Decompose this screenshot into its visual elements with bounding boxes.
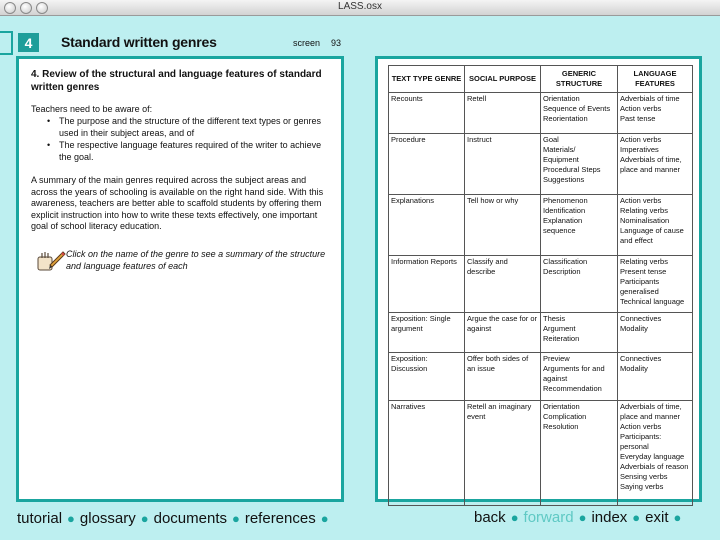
screen-number: 93 <box>331 38 342 48</box>
bottom-nav-left <box>17 510 334 527</box>
nav-tutorial-link[interactable]: tutorial <box>17 510 63 527</box>
features-cell <box>618 134 693 195</box>
table-row <box>389 353 693 401</box>
features-line: Everyday language <box>620 452 685 461</box>
table-row <box>389 93 693 134</box>
features-line: Past tense <box>620 114 656 123</box>
features-line: Action verbs <box>620 104 662 113</box>
genre-cell[interactable]: Information Reports <box>389 256 465 313</box>
table-row <box>389 313 693 353</box>
nav-forward-link[interactable]: forward <box>523 509 574 526</box>
features-line: Relating verbs <box>620 257 668 266</box>
table-row <box>389 256 693 313</box>
genre-cell[interactable]: Procedure <box>389 134 465 195</box>
features-line: Imperatives <box>620 145 659 154</box>
separator-dot-icon: ● <box>632 510 641 525</box>
features-line: Nominalisation <box>620 216 670 225</box>
structure-cell <box>541 256 618 313</box>
features-cell <box>618 195 693 256</box>
genre-cell[interactable]: Explanations <box>389 195 465 256</box>
nav-back-link[interactable]: back <box>474 509 506 526</box>
features-line: Participants <box>620 277 660 286</box>
structure-line: Description <box>543 267 581 276</box>
features-line: Adverbials of time <box>620 94 680 103</box>
features-line: Connectives <box>620 354 662 363</box>
features-cell <box>618 353 693 401</box>
structure-line: Phenomenon <box>543 196 588 205</box>
structure-line: Reorientation <box>543 114 588 123</box>
table-header-row <box>389 66 693 93</box>
features-line: Adverbials of reason <box>620 462 689 471</box>
header-generic-structure: GENERIC STRUCTURE <box>541 66 618 93</box>
features-line: Sensing verbs <box>620 472 668 481</box>
separator-dot-icon: ● <box>67 511 75 526</box>
summary-text: A summary of the main genres required across the subject areas and across the years of schooling is available on the right hand side. With this awareness, teachers are better able to scaffold students by offering them explicit instruction into how to write these texts effectively, one important goal of school literacy education. <box>31 175 324 231</box>
structure-cell <box>541 134 618 195</box>
features-line: place and manner <box>620 165 681 174</box>
nav-index-link[interactable]: index <box>591 509 628 526</box>
features-line: Present tense <box>620 267 667 276</box>
genre-cell[interactable]: Exposition: Single argument <box>389 313 465 353</box>
features-line: Action verbs <box>620 422 662 431</box>
genre-cell[interactable]: Recounts <box>389 93 465 134</box>
structure-line: Explanation <box>543 216 583 225</box>
features-line: and effect <box>620 236 653 245</box>
structure-line: Recommendation <box>543 384 602 393</box>
structure-line: Orientation <box>543 402 580 411</box>
features-line: Technical language <box>620 297 685 306</box>
features-line: Modality <box>620 324 648 333</box>
page-title: Standard written genres <box>61 34 217 50</box>
purpose-cell: Classify and describe <box>465 256 541 313</box>
structure-line: sequence <box>543 226 576 235</box>
hint-text: Click on the name of the genre to see a summary of the structure and language features of each <box>66 249 326 271</box>
nav-glossary-link[interactable]: glossary <box>79 510 136 527</box>
purpose-cell: Tell how or why <box>465 195 541 256</box>
features-cell <box>618 401 693 506</box>
structure-line: Complication <box>543 412 587 421</box>
structure-line: against <box>543 374 568 383</box>
nav-exit-link[interactable]: exit <box>645 509 669 526</box>
section-title: 4. Review of the structural and language features of standard written genres <box>31 69 322 93</box>
window-titlebar <box>0 0 720 16</box>
bullet-item: • The purpose and the structure of the different text types or genres used in their subject areas, and of <box>59 116 334 139</box>
screen-label: screen <box>293 38 321 48</box>
nav-references-link[interactable]: references <box>244 510 316 527</box>
features-cell <box>618 256 693 313</box>
features-line: Relating verbs <box>620 206 668 215</box>
structure-cell <box>541 353 618 401</box>
separator-dot-icon: ● <box>140 511 149 526</box>
nav-documents-link[interactable]: documents <box>153 510 227 527</box>
table-row <box>389 195 693 256</box>
structure-line: Materials/ <box>543 145 576 154</box>
features-cell <box>618 93 693 134</box>
left-content-panel <box>16 56 344 502</box>
purpose-cell: Instruct <box>465 134 541 195</box>
genre-cell[interactable]: Narratives <box>389 401 465 506</box>
features-cell <box>618 313 693 353</box>
structure-line: Argument <box>543 324 576 333</box>
structure-line: Arguments for and <box>543 364 605 373</box>
bullet-item: • The respective language features required of the writer to achieve the goal. <box>59 140 334 163</box>
genre-table-panel <box>375 56 702 502</box>
table-row <box>389 401 693 506</box>
structure-line: Preview <box>543 354 570 363</box>
features-line: generalised <box>620 287 659 296</box>
purpose-cell: Offer both sides of an issue <box>465 353 541 401</box>
structure-cell <box>541 195 618 256</box>
genre-cell[interactable]: Exposition: Discussion <box>389 353 465 401</box>
structure-line: Identification <box>543 206 586 215</box>
features-line: personal <box>620 442 649 451</box>
features-line: Connectives <box>620 314 662 323</box>
features-line: Participants: <box>620 432 662 441</box>
bottom-nav-right <box>474 509 686 526</box>
structure-line: Classification <box>543 257 588 266</box>
table-row <box>389 134 693 195</box>
structure-line: Resolution <box>543 422 579 431</box>
separator-dot-icon: ● <box>320 511 329 526</box>
structure-cell <box>541 93 618 134</box>
separator-dot-icon: ● <box>673 510 682 525</box>
section-number-badge: 4 <box>18 33 39 52</box>
structure-line: Sequence of Events <box>543 104 611 113</box>
separator-dot-icon: ● <box>510 510 519 525</box>
structure-line: Orientation <box>543 94 580 103</box>
window-title: LASS.osx <box>338 1 382 12</box>
structure-line: Suggestions <box>543 175 585 184</box>
purpose-cell: Argue the case for or against <box>465 313 541 353</box>
separator-dot-icon: ● <box>578 510 587 525</box>
features-line: Adverbials of time, <box>620 402 682 411</box>
structure-line: Goal <box>543 135 559 144</box>
features-line: Language of cause <box>620 226 684 235</box>
features-line: Action verbs <box>620 135 662 144</box>
header-text-type-genre: TEXT TYPE GENRE <box>389 66 465 93</box>
features-line: Saying verbs <box>620 482 664 491</box>
structure-cell <box>541 401 618 506</box>
structure-cell <box>541 313 618 353</box>
features-line: Modality <box>620 364 648 373</box>
header-language-features: LANGUAGE FEATURES <box>618 66 693 93</box>
features-line: Action verbs <box>620 196 662 205</box>
purpose-cell: Retell an imaginary event <box>465 401 541 506</box>
purpose-cell: Retell <box>465 93 541 134</box>
header-social-purpose: SOCIAL PURPOSE <box>465 66 541 93</box>
structure-line: Reiteration <box>543 334 580 343</box>
structure-line: Thesis <box>543 314 566 323</box>
genre-table <box>388 65 693 506</box>
genre-table-body <box>389 93 693 506</box>
bullet-list <box>59 116 334 164</box>
structure-line: Equipment <box>543 155 579 164</box>
intro-text: Teachers need to be aware of: <box>31 104 153 114</box>
separator-dot-icon: ● <box>231 511 240 526</box>
features-line: place and manner <box>620 412 681 421</box>
features-line: Adverbials of time, <box>620 155 682 164</box>
pencil-hand-icon <box>36 249 66 273</box>
structure-line: Procedural Steps <box>543 165 601 174</box>
